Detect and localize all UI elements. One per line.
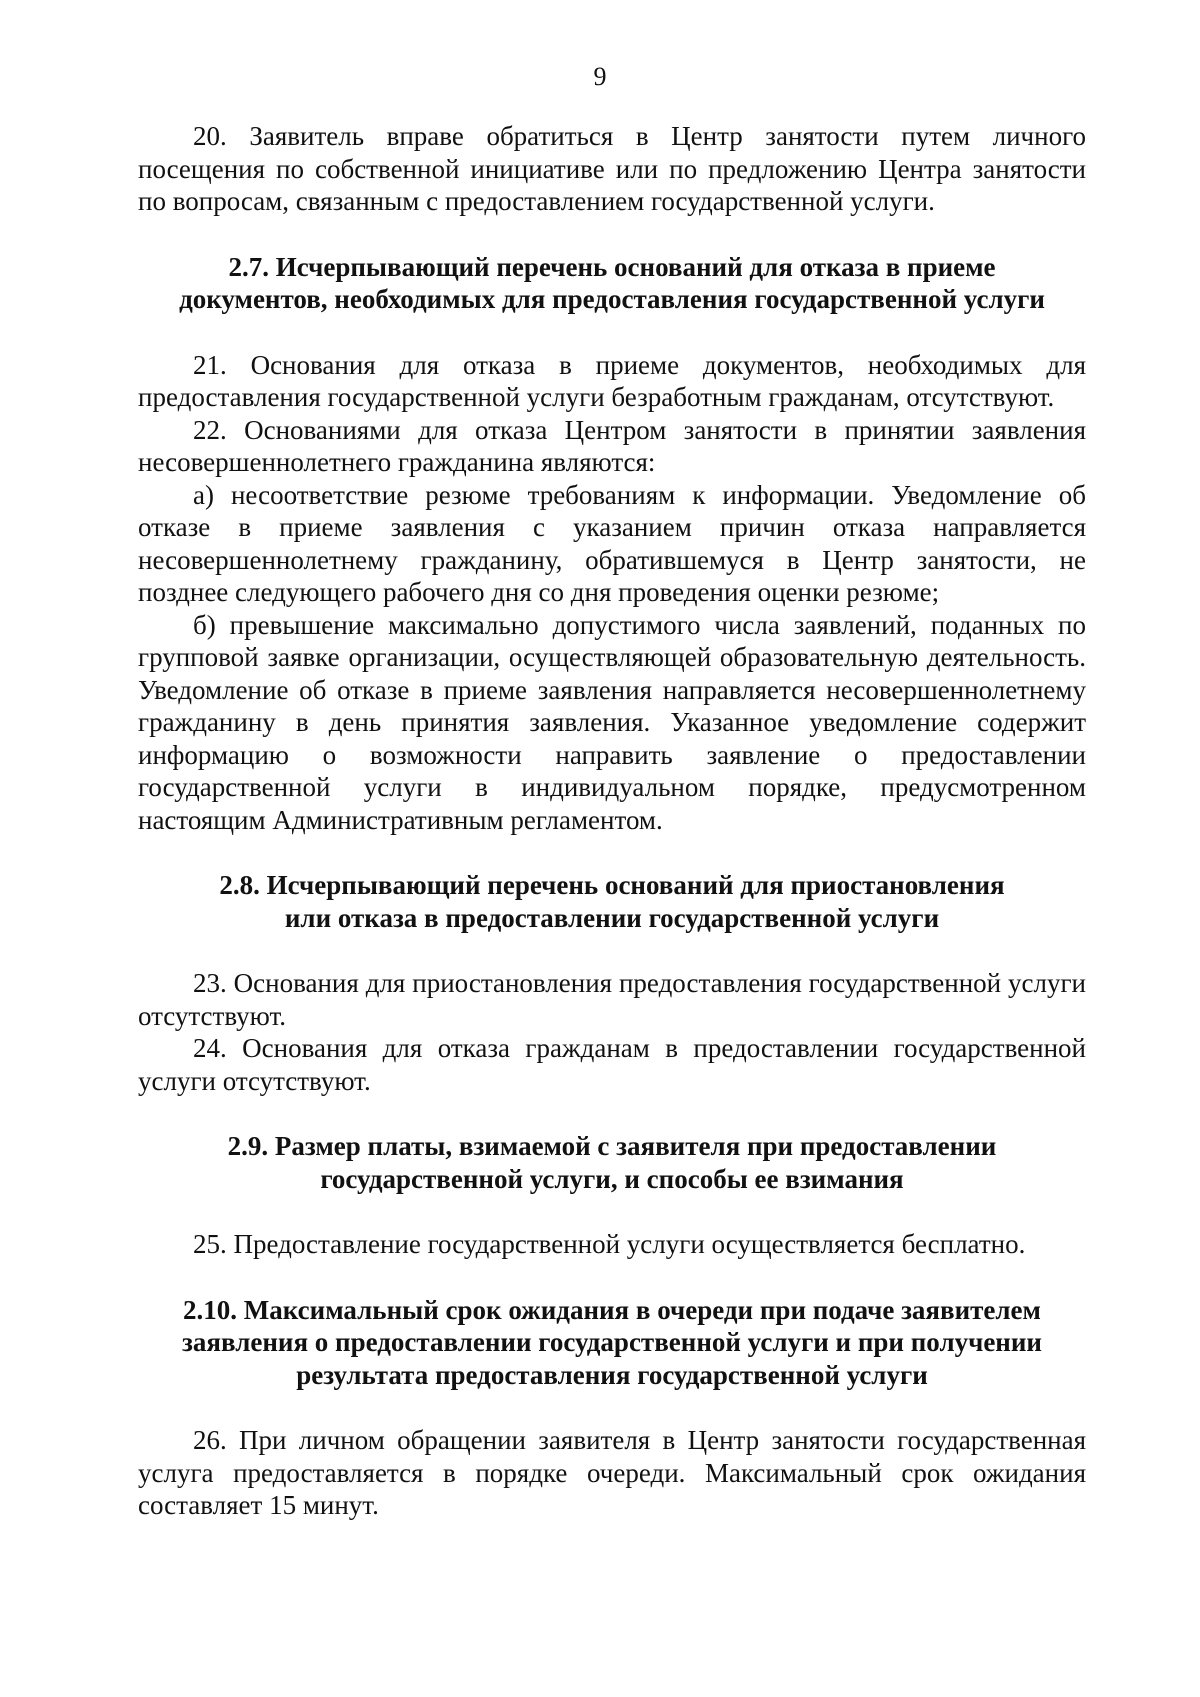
section-heading-2-7	[138, 251, 1086, 316]
paragraph-25: 25. Предоставление государственной услуги осуществляется бесплатно.	[193, 1229, 1026, 1259]
heading-line: документов, необходимых для предоставления государственной услуги	[179, 284, 1045, 314]
paragraph-26: 26. При личном обращении заявителя в Центр занятости государственная услуга предоставляется в порядке очереди. Максимальный срок ожидания составляет 15 минут.	[138, 1425, 1086, 1520]
paragraph-24: 24. Основания для отказа гражданам в предоставлении государственной услуги отсутствуют.	[138, 1033, 1086, 1096]
heading-line: заявления о предоставлении государственной услуги и при получении	[182, 1327, 1042, 1357]
paragraph-22-b: б) превышение максимально допустимого числа заявлений, поданных по групповой заявке организации, осуществляющей образовательную деятельность. Уведомление об отказе в приеме заявления направляется несовершеннолетнему гражданину в день принятия заявления. Указанное уведомление содержит информацию о возможности направить заявление о предоставлении государственной услуги в индивидуальном порядке, предусмотренном настоящим Административным регламентом.	[138, 609, 1086, 835]
section-heading-2-9	[138, 1130, 1086, 1195]
heading-line: или отказа в предоставлении государственной услуги	[284, 902, 940, 933]
heading-line: 2.10. Максимальный срок ожидания в очереди при подаче заявителем	[183, 1294, 1041, 1325]
heading-line: 2.7. Исчерпывающий перечень оснований для отказа в приеме	[228, 251, 996, 282]
heading-line: 2.8. Исчерпывающий перечень оснований для приостановления	[219, 870, 1005, 900]
heading-line: государственной услуги, и способы ее взимания	[320, 1163, 904, 1194]
heading-line: результата предоставления государственной услуги	[296, 1359, 928, 1390]
paragraph-20: 20. Заявитель вправе обратиться в Центр занятости путем личного посещения по собственной инициативе или по предложению Центра занятости по вопросам, связанным с предоставлением государственной услуги.	[138, 121, 1086, 216]
paragraph-21: 21. Основания для отказа в приеме документов, необходимых для предоставления государственной услуги безработным гражданам, отсутствуют.	[138, 349, 1086, 412]
section-heading-2-8	[138, 869, 1086, 934]
page-number: 9	[593, 62, 607, 91]
document-body	[138, 120, 1086, 1522]
section-heading-2-10	[138, 1294, 1086, 1392]
heading-line: 2.9. Размер платы, взимаемой с заявителя при предоставлении	[227, 1131, 997, 1161]
paragraph-23: 23. Основания для приостановления предоставления государственной услуги отсутствуют.	[138, 968, 1086, 1031]
paragraph-22: 22. Основаниями для отказа Центром занятости в принятии заявления несовершеннолетнего гражданина являются:	[138, 414, 1086, 477]
paragraph-22-a: а) несоответствие резюме требованиям к информации. Уведомление об отказе в приеме заявления с указанием причин отказа направляется несовершеннолетнему гражданину, обратившемуся в Центр занятости, не позднее следующего рабочего дня со дня проведения оценки резюме;	[138, 479, 1086, 607]
